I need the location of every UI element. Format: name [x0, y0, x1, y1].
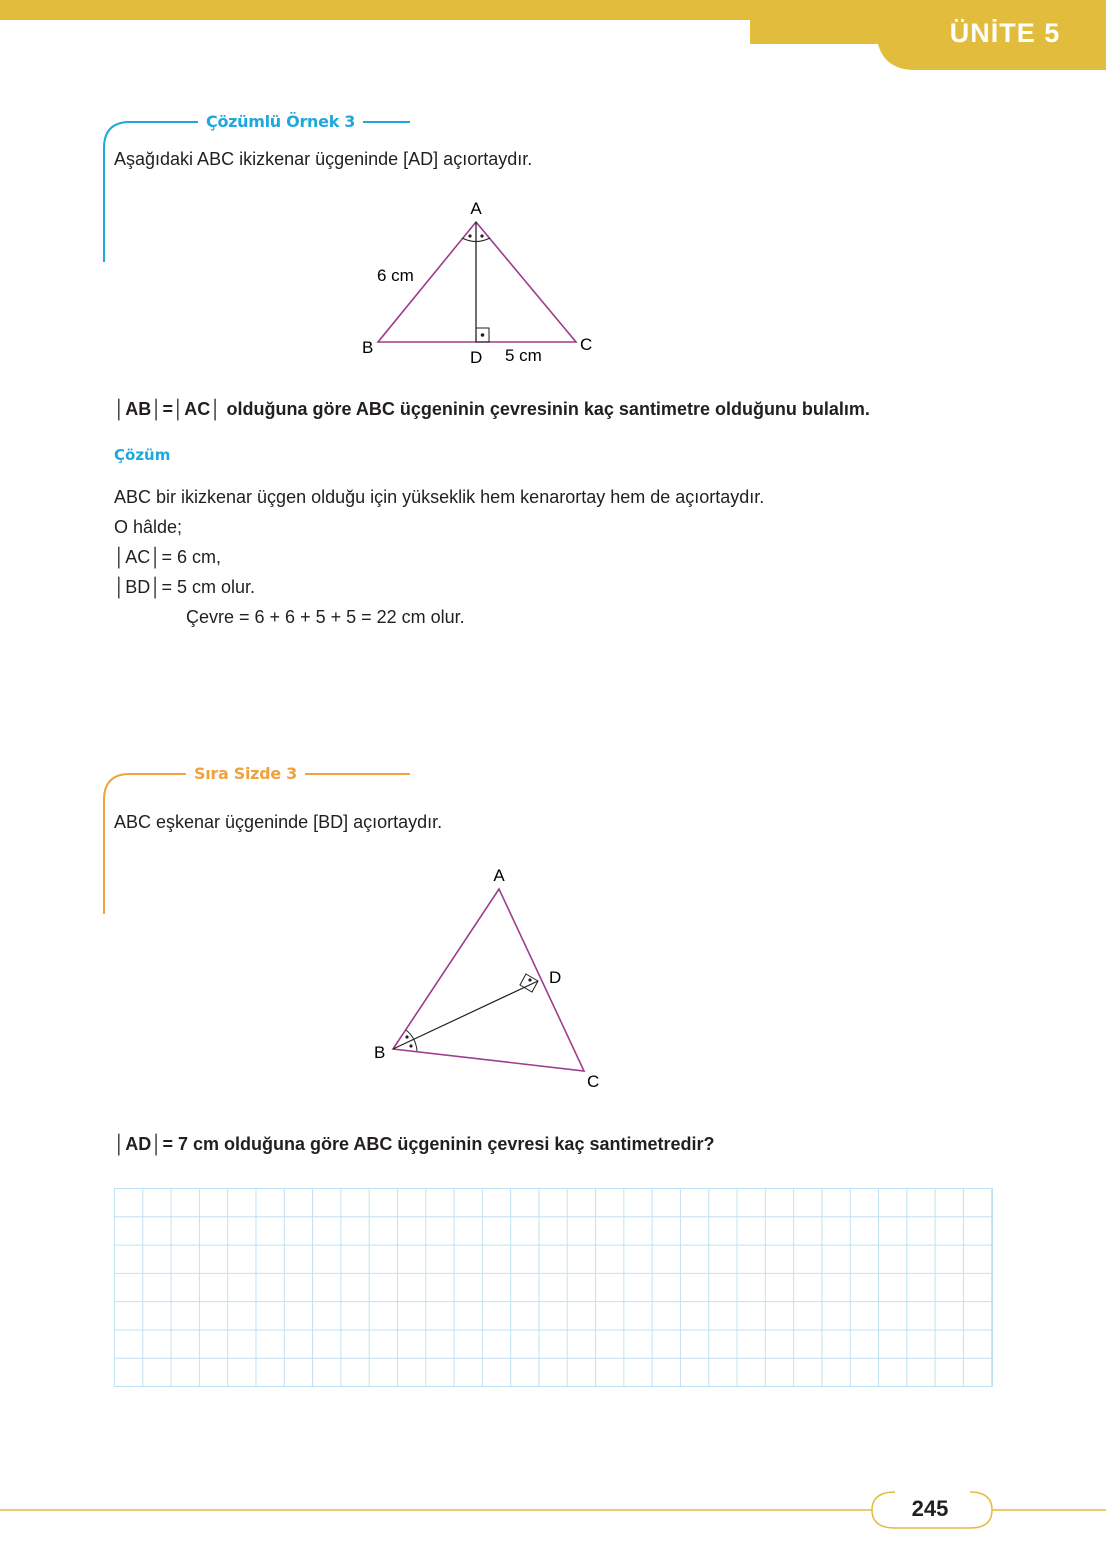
label-b: B [362, 338, 374, 357]
equilateral-triangle-figure [360, 860, 640, 1100]
isosceles-triangle-figure [340, 190, 640, 370]
solution-line-2: O hâlde; [114, 517, 183, 537]
label-b-2: B [374, 1043, 386, 1062]
label-a: A [470, 199, 482, 218]
exercise-title: Sıra Sizde 3 [186, 764, 305, 783]
unit-label: ÜNİTE 5 [949, 18, 1061, 48]
example-title: Çözümlü Örnek 3 [198, 112, 363, 131]
label-a-2: A [493, 866, 505, 885]
solution-result: Çevre = 6 + 6 + 5 + 5 = 22 cm olur. [186, 607, 465, 627]
label-d-2: D [549, 968, 562, 987]
solution-line-3: │AC│= 6 cm, [114, 547, 222, 567]
label-d: D [470, 348, 483, 367]
label-c-2: C [587, 1072, 600, 1091]
answer-grid[interactable] [114, 1188, 993, 1387]
example-question [114, 394, 870, 424]
solution-line-1: ABC bir ikizkenar üçgen olduğu için yükseklik hem kenarortay hem de açıortaydır. [114, 487, 765, 507]
example-statement: Aşağıdaki ABC ikizkenar üçgeninde [AD] açıortaydır. [114, 149, 533, 169]
page-number: 245 [911, 1496, 949, 1521]
label-c: C [580, 335, 593, 354]
exercise-statement: ABC eşkenar üçgeninde [BD] açıortaydır. [114, 812, 443, 832]
label-side-dc: 5 cm [505, 346, 542, 365]
exercise-question: │AD│= 7 cm olduğuna göre ABC üçgeninin çevresi kaç santimetredir? [114, 1134, 715, 1154]
solution-label: Çözüm [114, 446, 171, 464]
question-text: olduğuna göre ABC üçgeninin çevresinin kaç santimetre olduğunu bulalım. [221, 399, 870, 419]
label-side-ab: 6 cm [377, 266, 414, 285]
question-condition: │AB│=│AC│ [114, 399, 222, 419]
solution-line-4: │BD│= 5 cm olur. [114, 577, 256, 597]
